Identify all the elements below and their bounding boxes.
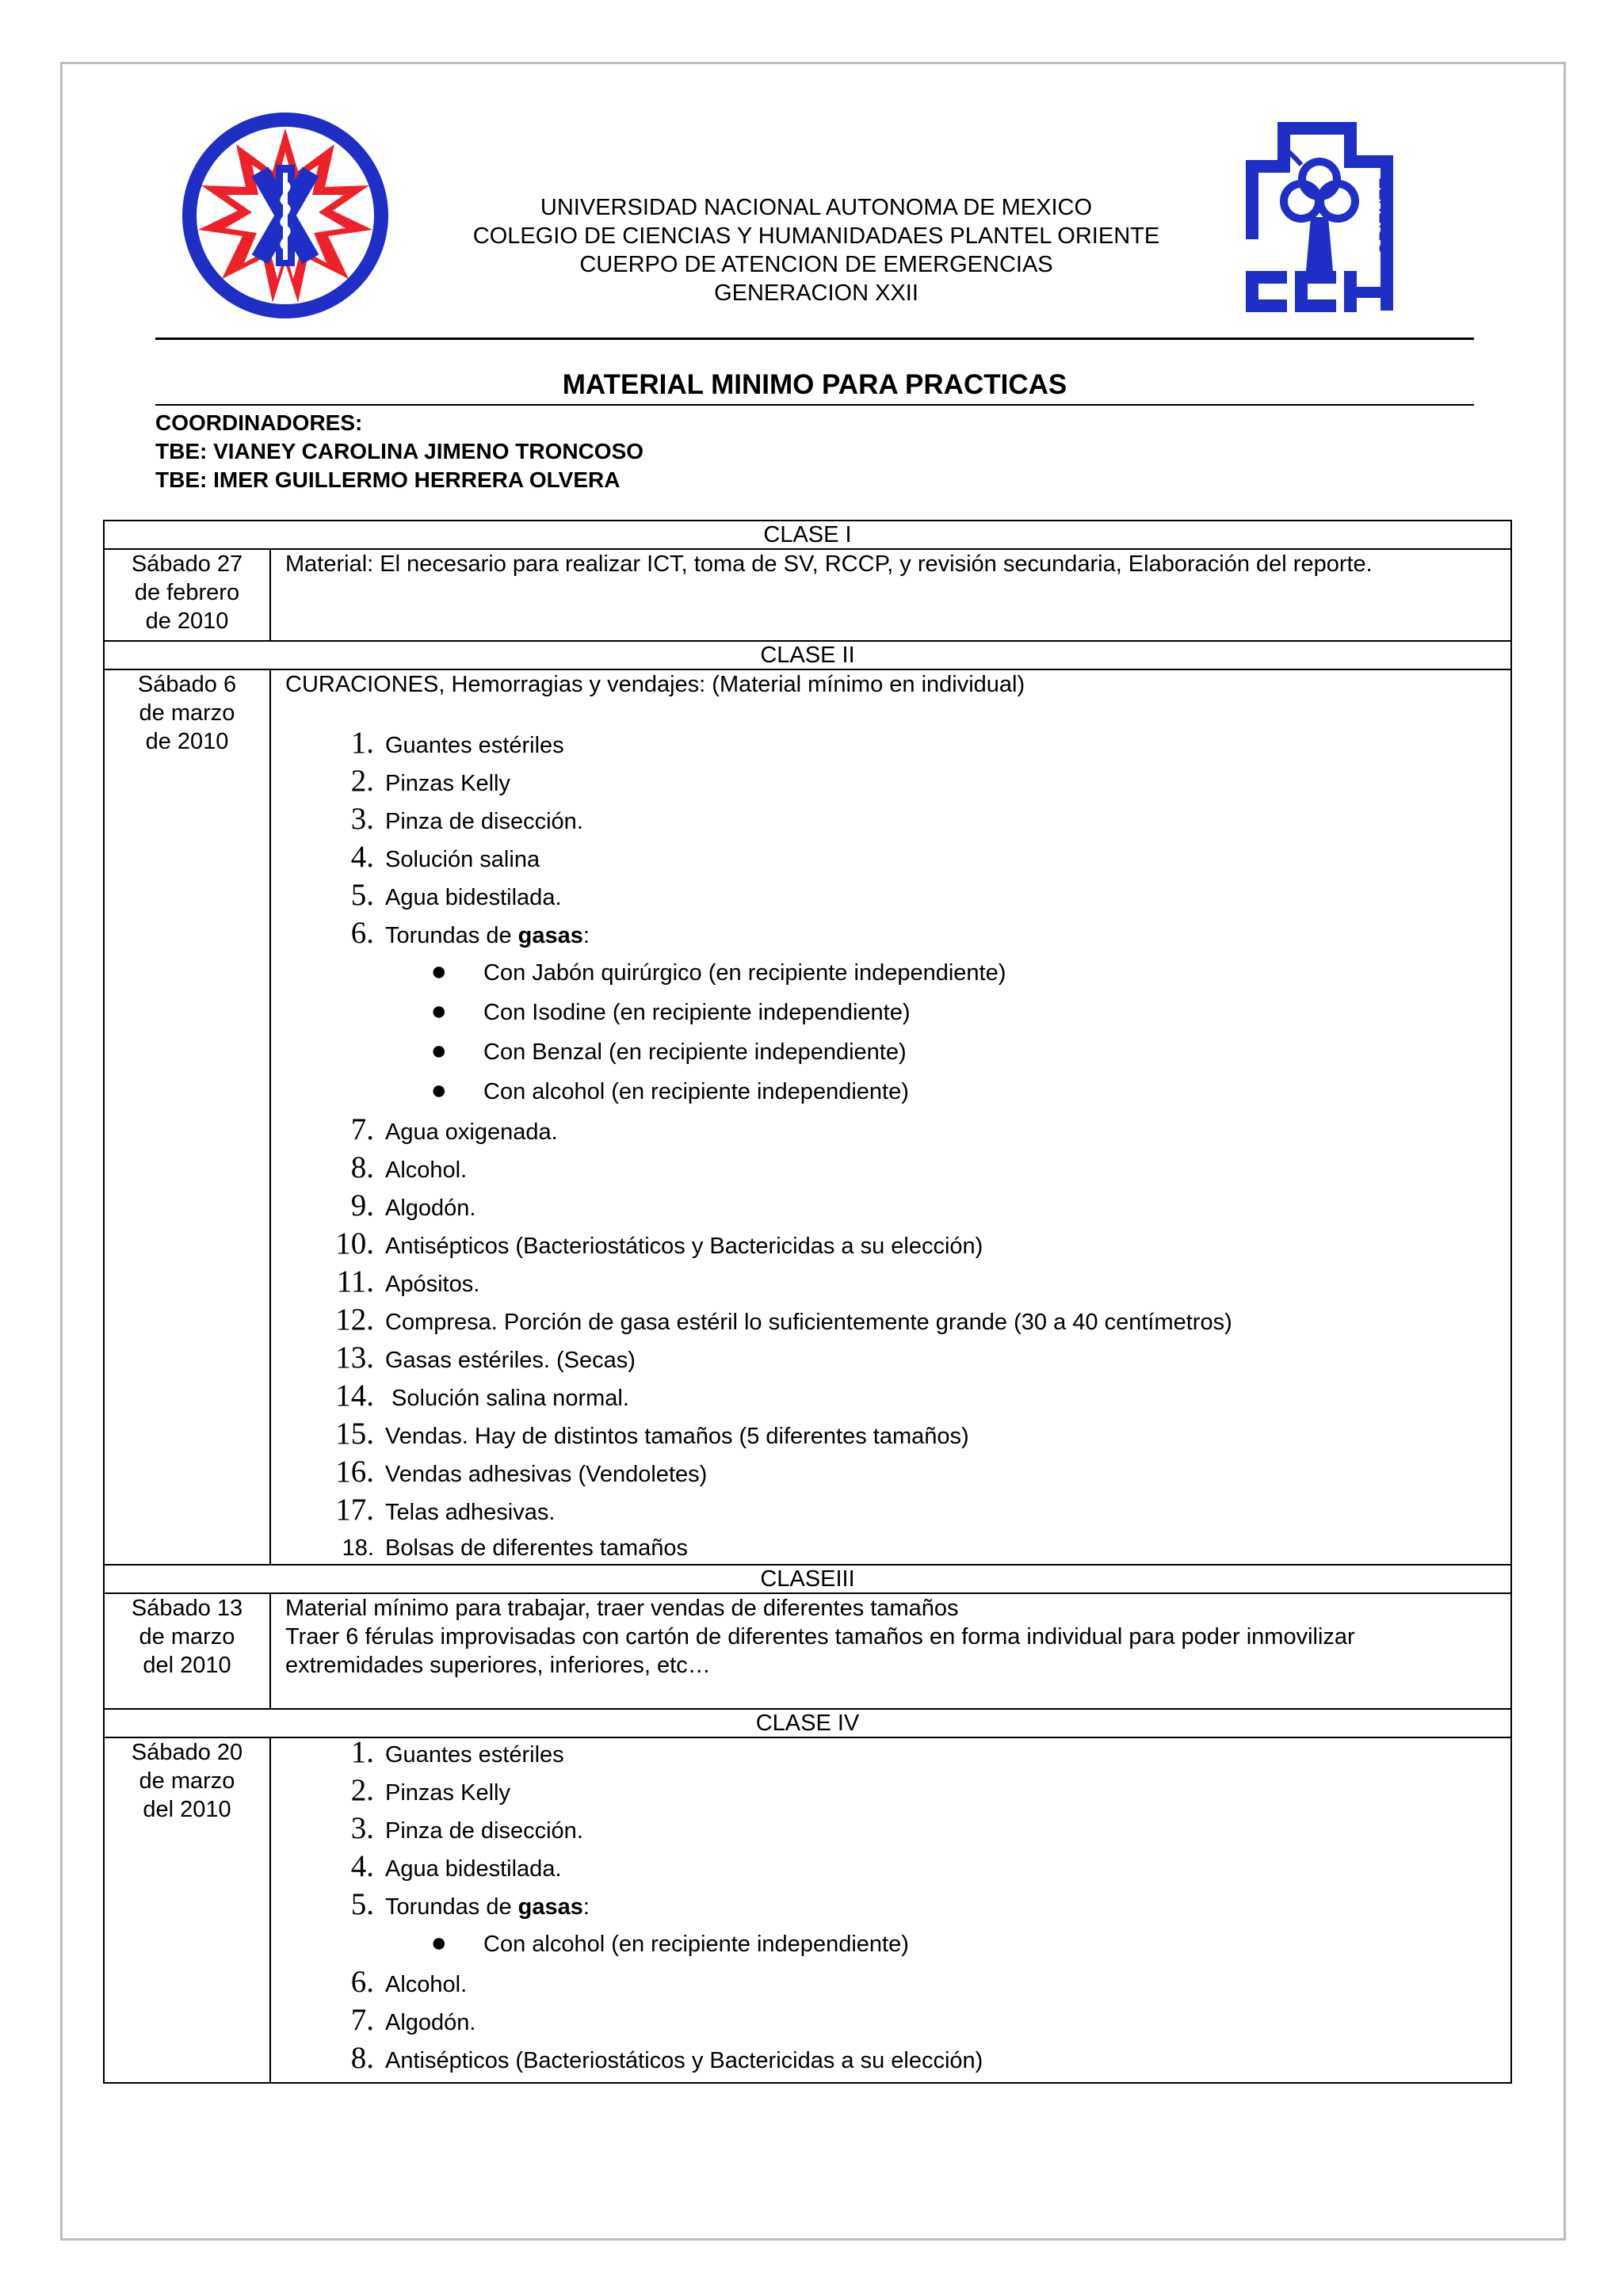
content-cell [270,669,1511,1565]
item-number: 5. [350,878,374,912]
bullet-list [285,957,1495,1116]
item-text-bold: gasas [517,1894,583,1920]
item-number: 11. [336,1264,374,1299]
item-text: Solución salina normal. [385,1386,629,1411]
class-header-row [104,1565,1511,1593]
item-number: 2. [350,764,374,798]
list-item [285,1493,1495,1534]
item-number: 10. [335,1226,374,1261]
item-number: 8. [350,1150,374,1184]
list-item [285,840,1495,881]
class-row [104,669,1511,1565]
header-line: COLEGIO DE CIENCIAS Y HUMANIDADAES PLANTEL ORIENTE [472,223,1160,249]
class-header-row [104,521,1511,549]
list-item [285,1811,1495,1852]
item-text: Antisépticos (Bacteriostáticos y Bactericidas a su elección) [385,2048,983,2073]
item-text: Pinza de disección. [385,1818,583,1844]
item-number: 1. [350,1735,374,1769]
item-text: Alcohol. [385,1158,468,1183]
date-cell [104,549,270,641]
item-number: 15. [335,1417,374,1451]
item-number: 8. [350,2041,374,2075]
item-number: 6. [350,1965,374,1999]
class-text: Material: El necesario para realizar ICT, toma de SV, RCCP, y revisión secundaria, Elaboración del reporte. [285,551,1373,577]
oriente-logo-text: ORIENTE [1376,177,1396,255]
date-cell [104,1593,270,1709]
item-text [385,921,590,950]
bullet-icon: ● [430,956,447,986]
header-line: CUERPO DE ATENCION DE EMERGENCIAS [579,252,1053,277]
date-line: del 2010 [143,1653,231,1678]
star-of-life-logo [179,109,391,322]
header-line: GENERACION XXII [714,280,918,306]
item-text-part: : [582,1894,590,1920]
list-item [285,2041,1495,2082]
item-text-part: Torundas de [385,923,518,948]
bullet-list [285,1928,1495,1968]
class-text: Traer 6 férulas improvisadas con cartón de diferentes tamaños en forma individual para poder inmovilizar extremidades superiores, inferiores, etc… [285,1624,1355,1678]
item-number: 1. [350,726,374,760]
item-text: Pinzas Kelly [385,771,510,796]
item-number: 7. [350,2003,374,2037]
coordinators-block [155,409,643,494]
bullet-text: Con Benzal (en recipiente independiente) [483,1039,907,1065]
bullet-item [285,997,1495,1036]
content-cell [270,1737,1511,2083]
date-line: de marzo [139,1624,235,1650]
date-line: del 2010 [143,1797,231,1822]
item-number: 12. [335,1302,374,1337]
item-number: 4. [350,840,374,874]
list-item [285,1188,1495,1230]
item-text: Apósitos. [385,1272,480,1297]
item-text: Agua bidestilada. [385,1856,562,1882]
date-line: de febrero [134,580,240,605]
class-row [104,1737,1511,2083]
class-header-row [104,641,1511,669]
item-number: 5. [350,1887,374,1921]
list-item [285,1226,1495,1268]
class-row [104,1593,1511,1709]
list-item [285,1534,1495,1564]
item-text: Guantes estériles [385,1742,564,1768]
bullet-icon: ● [430,1075,447,1105]
item-text: Compresa. Porción de gasa estéril lo suficientemente grande (30 a 40 centímetros) [385,1310,1232,1335]
list-item [285,802,1495,843]
header-line: UNIVERSIDAD NACIONAL AUTONOMA DE MEXICO [540,195,1093,220]
material-list [285,1112,1495,1564]
item-text: Telas adhesivas. [385,1500,556,1525]
list-item [285,916,1495,957]
list-item [285,1965,1495,2006]
list-item [285,1150,1495,1192]
list-item [285,1112,1495,1154]
class-row [104,549,1511,641]
item-text [385,1893,590,1921]
material-list [285,1735,1495,1928]
bullet-item [285,957,1495,997]
bullet-item [285,1076,1495,1116]
list-item [285,1887,1495,1928]
item-number: 2. [350,1773,374,1807]
item-number: 16. [335,1455,374,1489]
list-item [285,1341,1495,1382]
item-number: 14. [335,1379,374,1413]
bullet-icon: ● [430,1035,447,1066]
schedule-table [103,520,1512,2084]
date-line: Sábado 20 [131,1740,243,1765]
item-text: Vendas. Hay de distintos tamaños (5 diferentes tamaños) [385,1424,969,1449]
list-item [285,878,1495,919]
list-item [285,2003,1495,2044]
item-number: 3. [350,802,374,836]
content-cell [270,1593,1511,1709]
coordinator-name: TBE: IMER GUILLERMO HERRERA OLVERA [155,467,621,492]
item-text-part: Torundas de [385,1894,518,1920]
class-text: Material mínimo para trabajar, traer vendas de diferentes tamaños [285,1596,959,1621]
item-text: Guantes estériles [385,733,564,758]
list-item [285,1264,1495,1306]
list-item [285,726,1495,767]
bullet-text: Con alcohol (en recipiente independiente) [483,1079,909,1104]
item-number: 13. [335,1341,374,1375]
list-item [285,1735,1495,1776]
list-item [285,1417,1495,1458]
bullet-icon: ● [430,1928,447,1958]
date-line: Sábado 6 [137,672,237,697]
date-line: de marzo [139,1768,235,1794]
item-text-bold: gasas [517,923,583,948]
class-header-row [104,1709,1511,1737]
date-line: Sábado 13 [131,1596,243,1621]
item-text: Vendas adhesivas (Vendoletes) [385,1462,708,1487]
document-title: MATERIAL MINIMO PARA PRACTICAS [562,369,1067,400]
item-number: 3. [350,1811,374,1845]
bullet-text: Con alcohol (en recipiente independiente) [483,1932,909,1957]
title-underline [155,404,1474,406]
item-text: Agua bidestilada. [385,885,562,910]
class-header: CLASE II [104,641,1511,669]
bullet-item [285,1036,1495,1076]
date-line: de marzo [139,700,235,726]
item-text: Pinzas Kelly [385,1780,510,1806]
class-intro: CURACIONES, Hemorragias y vendajes: (Material mínimo en individual) [285,672,1025,697]
date-line: Sábado 27 [131,551,243,577]
bullet-item [285,1928,1495,1968]
bullet-icon: ● [430,996,447,1026]
class-header: CLASE I [104,521,1511,549]
item-number: 7. [350,1112,374,1146]
item-text: Antisépticos (Bacteriostáticos y Bactericidas a su elección) [385,1234,983,1259]
cch-oriente-logo [1238,113,1403,317]
list-item [285,1773,1495,1814]
bullet-text: Con Isodine (en recipiente independiente) [483,1000,911,1025]
bullet-text: Con Jabón quirúrgico (en recipiente independiente) [483,960,1006,986]
list-item [285,1849,1495,1890]
list-item [285,1379,1495,1420]
material-list [285,726,1495,957]
material-list [285,1965,1495,2082]
item-number: 6. [350,916,374,950]
item-number: 4. [350,1849,374,1883]
header-divider [155,338,1474,340]
item-number: 9. [350,1188,374,1222]
item-text: Alcohol. [385,1972,468,1997]
item-text: Bolsas de diferentes tamaños [385,1535,689,1561]
item-number: 17. [335,1493,374,1527]
item-text: Pinza de disección. [385,809,583,834]
institution-header [396,193,1236,307]
item-text: Algodón. [385,2010,476,2035]
coordinators-label: COORDINADORES: [155,410,363,435]
list-item [285,1455,1495,1496]
list-item [285,1302,1495,1344]
date-cell [104,1737,270,2083]
date-cell [104,669,270,1565]
class-header: CLASEIII [104,1565,1511,1593]
item-text: Gasas estériles. (Secas) [385,1348,636,1373]
coordinator-name: TBE: VIANEY CAROLINA JIMENO TRONCOSO [155,439,644,463]
item-text: Solución salina [385,847,540,872]
class-header: CLASE IV [104,1709,1511,1737]
item-text-part: : [582,923,590,948]
item-text: Algodón. [385,1196,476,1221]
date-line: de 2010 [145,608,229,634]
date-line: de 2010 [145,729,229,754]
list-item [285,764,1495,805]
item-number: 18. [342,1535,374,1561]
content-cell [270,549,1511,641]
item-text: Agua oxigenada. [385,1119,558,1145]
